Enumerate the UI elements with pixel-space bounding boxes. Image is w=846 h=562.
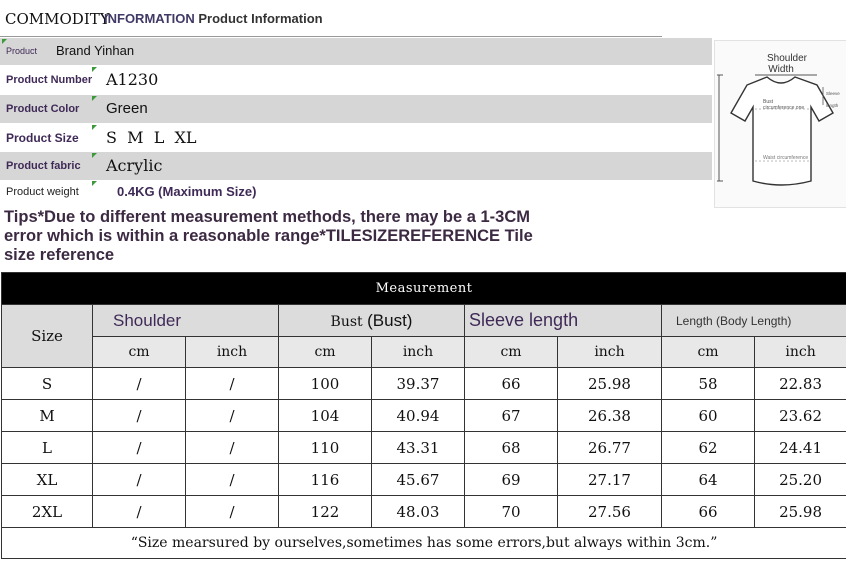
table-cell: / — [186, 368, 279, 400]
table-row — [2, 368, 846, 400]
info-row-size — [0, 124, 712, 152]
table-cell: 26.38 — [558, 400, 662, 432]
unit-header: cm — [279, 337, 372, 368]
unit-header: inch — [558, 337, 662, 368]
table-cell: 39.37 — [372, 368, 465, 400]
brand-label: Product — [6, 46, 38, 56]
table-cell: 68 — [465, 432, 558, 464]
diagram-bust-label: Bust — [763, 99, 774, 105]
table-cell: 25.98 — [755, 496, 846, 528]
bust-prefix: Bust — [330, 313, 368, 330]
diagram-length-label: length — [826, 103, 839, 108]
corner-marker — [92, 181, 97, 186]
table-cell: 48.03 — [372, 496, 465, 528]
corner-marker — [92, 67, 97, 72]
diagram-waist-label: Waist circumference — [763, 155, 809, 161]
table-cell: 25.20 — [755, 464, 846, 496]
unit-header: inch — [186, 337, 279, 368]
measurement-table — [1, 272, 846, 559]
unit-header: inch — [372, 337, 465, 368]
corner-marker — [92, 96, 97, 101]
table-cell: 66 — [465, 368, 558, 400]
table-cell: 43.31 — [372, 432, 465, 464]
table-cell: 25.98 — [558, 368, 662, 400]
product-weight-label: Product weight — [6, 186, 79, 198]
information-title — [104, 11, 323, 26]
shoulder-group-header: Shoulder — [93, 305, 279, 337]
table-cell: 104 — [279, 400, 372, 432]
table-cell: 110 — [279, 432, 372, 464]
product-number-value: A1230 — [106, 70, 159, 89]
table-row — [2, 464, 846, 496]
unit-header: inch — [755, 337, 846, 368]
info-row-color — [0, 95, 712, 123]
tshirt-outline-icon — [715, 41, 846, 207]
brand-value: Brand Yinhan — [56, 43, 135, 58]
bust-group-header — [279, 305, 465, 337]
unit-header: cm — [93, 337, 186, 368]
unit-header: cm — [465, 337, 558, 368]
size-tips: Tips*Due to different measurement methods, there may be a 1-3CM error which is within a reasonable range*TILESIZEREFERENCE Tile size reference — [4, 208, 533, 264]
corner-marker — [92, 125, 97, 130]
sleeve-length-group-header: Sleeve length — [465, 305, 662, 337]
table-cell: 69 — [465, 464, 558, 496]
commodity-title: COMMODITY — [5, 10, 110, 28]
table-cell: 64 — [662, 464, 755, 496]
size-column-header: Size — [2, 305, 93, 368]
table-cell: 60 — [662, 400, 755, 432]
table-cell: / — [93, 496, 186, 528]
unit-header: cm — [662, 337, 755, 368]
info-row-weight — [0, 180, 712, 205]
table-cell: 27.56 — [558, 496, 662, 528]
table-cell: / — [93, 368, 186, 400]
product-size-value: S M L XL — [106, 128, 197, 147]
product-fabric-label: Product fabric — [6, 160, 81, 172]
measurement-title: Measurement — [2, 273, 846, 305]
information-word: INFORMATION — [104, 11, 195, 26]
table-cell: 26.77 — [558, 432, 662, 464]
body-length-group-header: Length (Body Length) — [662, 305, 846, 337]
info-row-number — [0, 66, 712, 94]
table-row — [2, 496, 846, 528]
product-color-label: Product Color — [6, 103, 80, 115]
commodity-header — [0, 0, 662, 37]
diagram-sleeve-label: Sleeve — [826, 91, 840, 96]
product-information-word: Product Information — [194, 11, 323, 26]
table-cell: 67 — [465, 400, 558, 432]
table-cell: / — [93, 432, 186, 464]
info-row-fabric — [0, 152, 712, 180]
table-cell: 122 — [279, 496, 372, 528]
table-cell: 58 — [662, 368, 755, 400]
product-color-value: Green — [106, 100, 148, 117]
table-cell: / — [93, 464, 186, 496]
table-cell: 23.62 — [755, 400, 846, 432]
diagram-circumference-label: circumference one — [763, 105, 805, 111]
table-cell: 40.94 — [372, 400, 465, 432]
size-cell: 2XL — [2, 496, 93, 528]
size-cell: M — [2, 400, 93, 432]
measurement-note: “Size mearsured by ourselves,sometimes has some errors,but always within 3cm.” — [2, 528, 846, 559]
product-number-label: Product Number — [6, 74, 93, 86]
table-cell: / — [186, 400, 279, 432]
diagram-shoulder-label: Shoulder — [766, 53, 808, 64]
table-cell: / — [186, 464, 279, 496]
product-fabric-value: Acrylic — [106, 156, 163, 175]
diagram-width-label: Width — [768, 64, 794, 75]
corner-marker — [92, 153, 97, 158]
table-cell: 24.41 — [755, 432, 846, 464]
table-cell: 45.67 — [372, 464, 465, 496]
info-row-brand — [0, 38, 712, 65]
product-size-label: Product Size — [6, 131, 79, 145]
table-cell: 66 — [662, 496, 755, 528]
table-cell: / — [93, 400, 186, 432]
table-cell: 22.83 — [755, 368, 846, 400]
table-cell: 70 — [465, 496, 558, 528]
size-cell: XL — [2, 464, 93, 496]
table-cell: 62 — [662, 432, 755, 464]
table-cell: 27.17 — [558, 464, 662, 496]
table-cell: 116 — [279, 464, 372, 496]
table-cell: / — [186, 432, 279, 464]
product-weight-value: 0.4KG (Maximum Size) — [117, 184, 257, 199]
table-row — [2, 400, 846, 432]
size-cell: L — [2, 432, 93, 464]
table-cell: 100 — [279, 368, 372, 400]
table-row — [2, 432, 846, 464]
bust-suffix: (Bust) — [367, 310, 413, 330]
tshirt-measurement-diagram — [714, 40, 846, 208]
table-cell: / — [186, 496, 279, 528]
corner-marker — [2, 39, 7, 44]
size-cell: S — [2, 368, 93, 400]
